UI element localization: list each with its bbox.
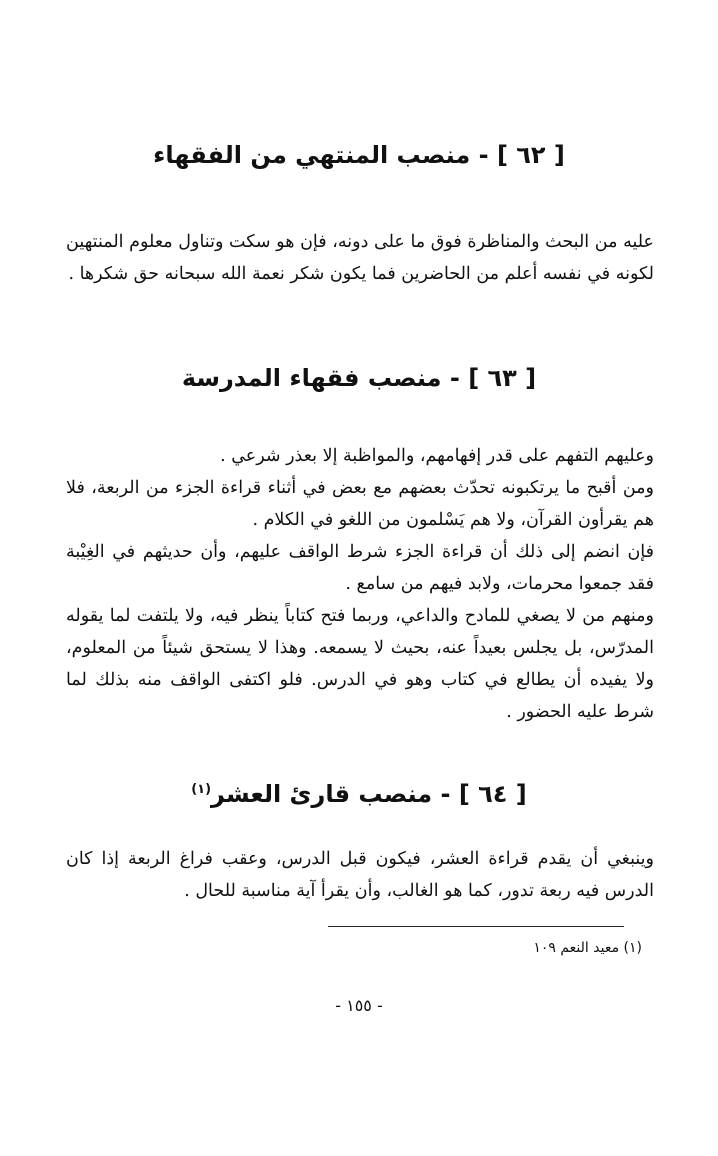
- page-number: - ١٥٥ -: [335, 996, 383, 1015]
- paragraph: وينبغي أن يقدم قراءة العشر، فيكون قبل الدرس، وعقب فراغ الربعة إذا كان الدرس فيه ربعة تدور، كما هو الغالب، وأن يقرأ آية مناسبة للحال .: [66, 849, 654, 901]
- section-number: [ ٦٤ ]: [458, 780, 527, 808]
- paragraph: فإن انضم إلى ذلك أن قراءة الجزء شرط الواقف عليهم، وأن حديثهم في الغِيْبة فقد جمعوا محرمات، ولابد فيهم من سامع .: [66, 542, 654, 594]
- paragraph: ومنهم من لا يصغي للمادح والداعي، وربما فتح كتاباً ينظر فيه، ولا يلتفت لما يقوله المدرّس، بل يجلس بعيداً عنه، بحيث لا يسمعه. وهذا لا يستحق شيئاً من المعلوم، ولا يفيده أن يطالع في كتاب وهو في الدرس. فلو اكتفى الواقف منه بذلك لما شرط عليه الحضور .: [66, 606, 654, 722]
- section-body-64: [66, 843, 654, 907]
- section-heading-62: [0, 139, 718, 171]
- section-heading-63: [0, 362, 718, 394]
- section-body-62: [66, 226, 654, 290]
- section-body-63: [66, 440, 654, 728]
- paragraph: وعليهم التفهم على قدر إفهامهم، والمواظبة إلا بعذر شرعي .: [220, 446, 654, 466]
- section-title: - منصب فقهاء المدرسة: [181, 364, 460, 392]
- section-title: - منصب المنتهي من الفقهاء: [153, 141, 489, 169]
- footnote: (١) معيد النعم ١٠٩: [533, 940, 642, 956]
- paragraph: عليه من البحث والمناظرة فوق ما على دونه، فإن هو سكت وتناول معلوم المنتهين لكونه في نفسه أعلم من الحاضرين فما يكون شكر نعمة الله سبحانه حق شكرها .: [66, 232, 654, 284]
- section-heading-64: [0, 778, 718, 810]
- paragraph: ومن أقبح ما يرتكبونه تحدّث بعضهم مع بعض في أثناء قراءة الجزء من الربعة، فلا هم يقرأون القرآن، ولا هم يَسْلمون من اللغو في الكلام .: [66, 478, 654, 530]
- section-title: - منصب قارئ العشر: [211, 780, 451, 808]
- section-number: [ ٦٢ ]: [496, 141, 565, 169]
- footnote-divider: [328, 926, 624, 927]
- section-number: [ ٦٣ ]: [468, 364, 537, 392]
- footnote-marker: (١): [191, 782, 212, 797]
